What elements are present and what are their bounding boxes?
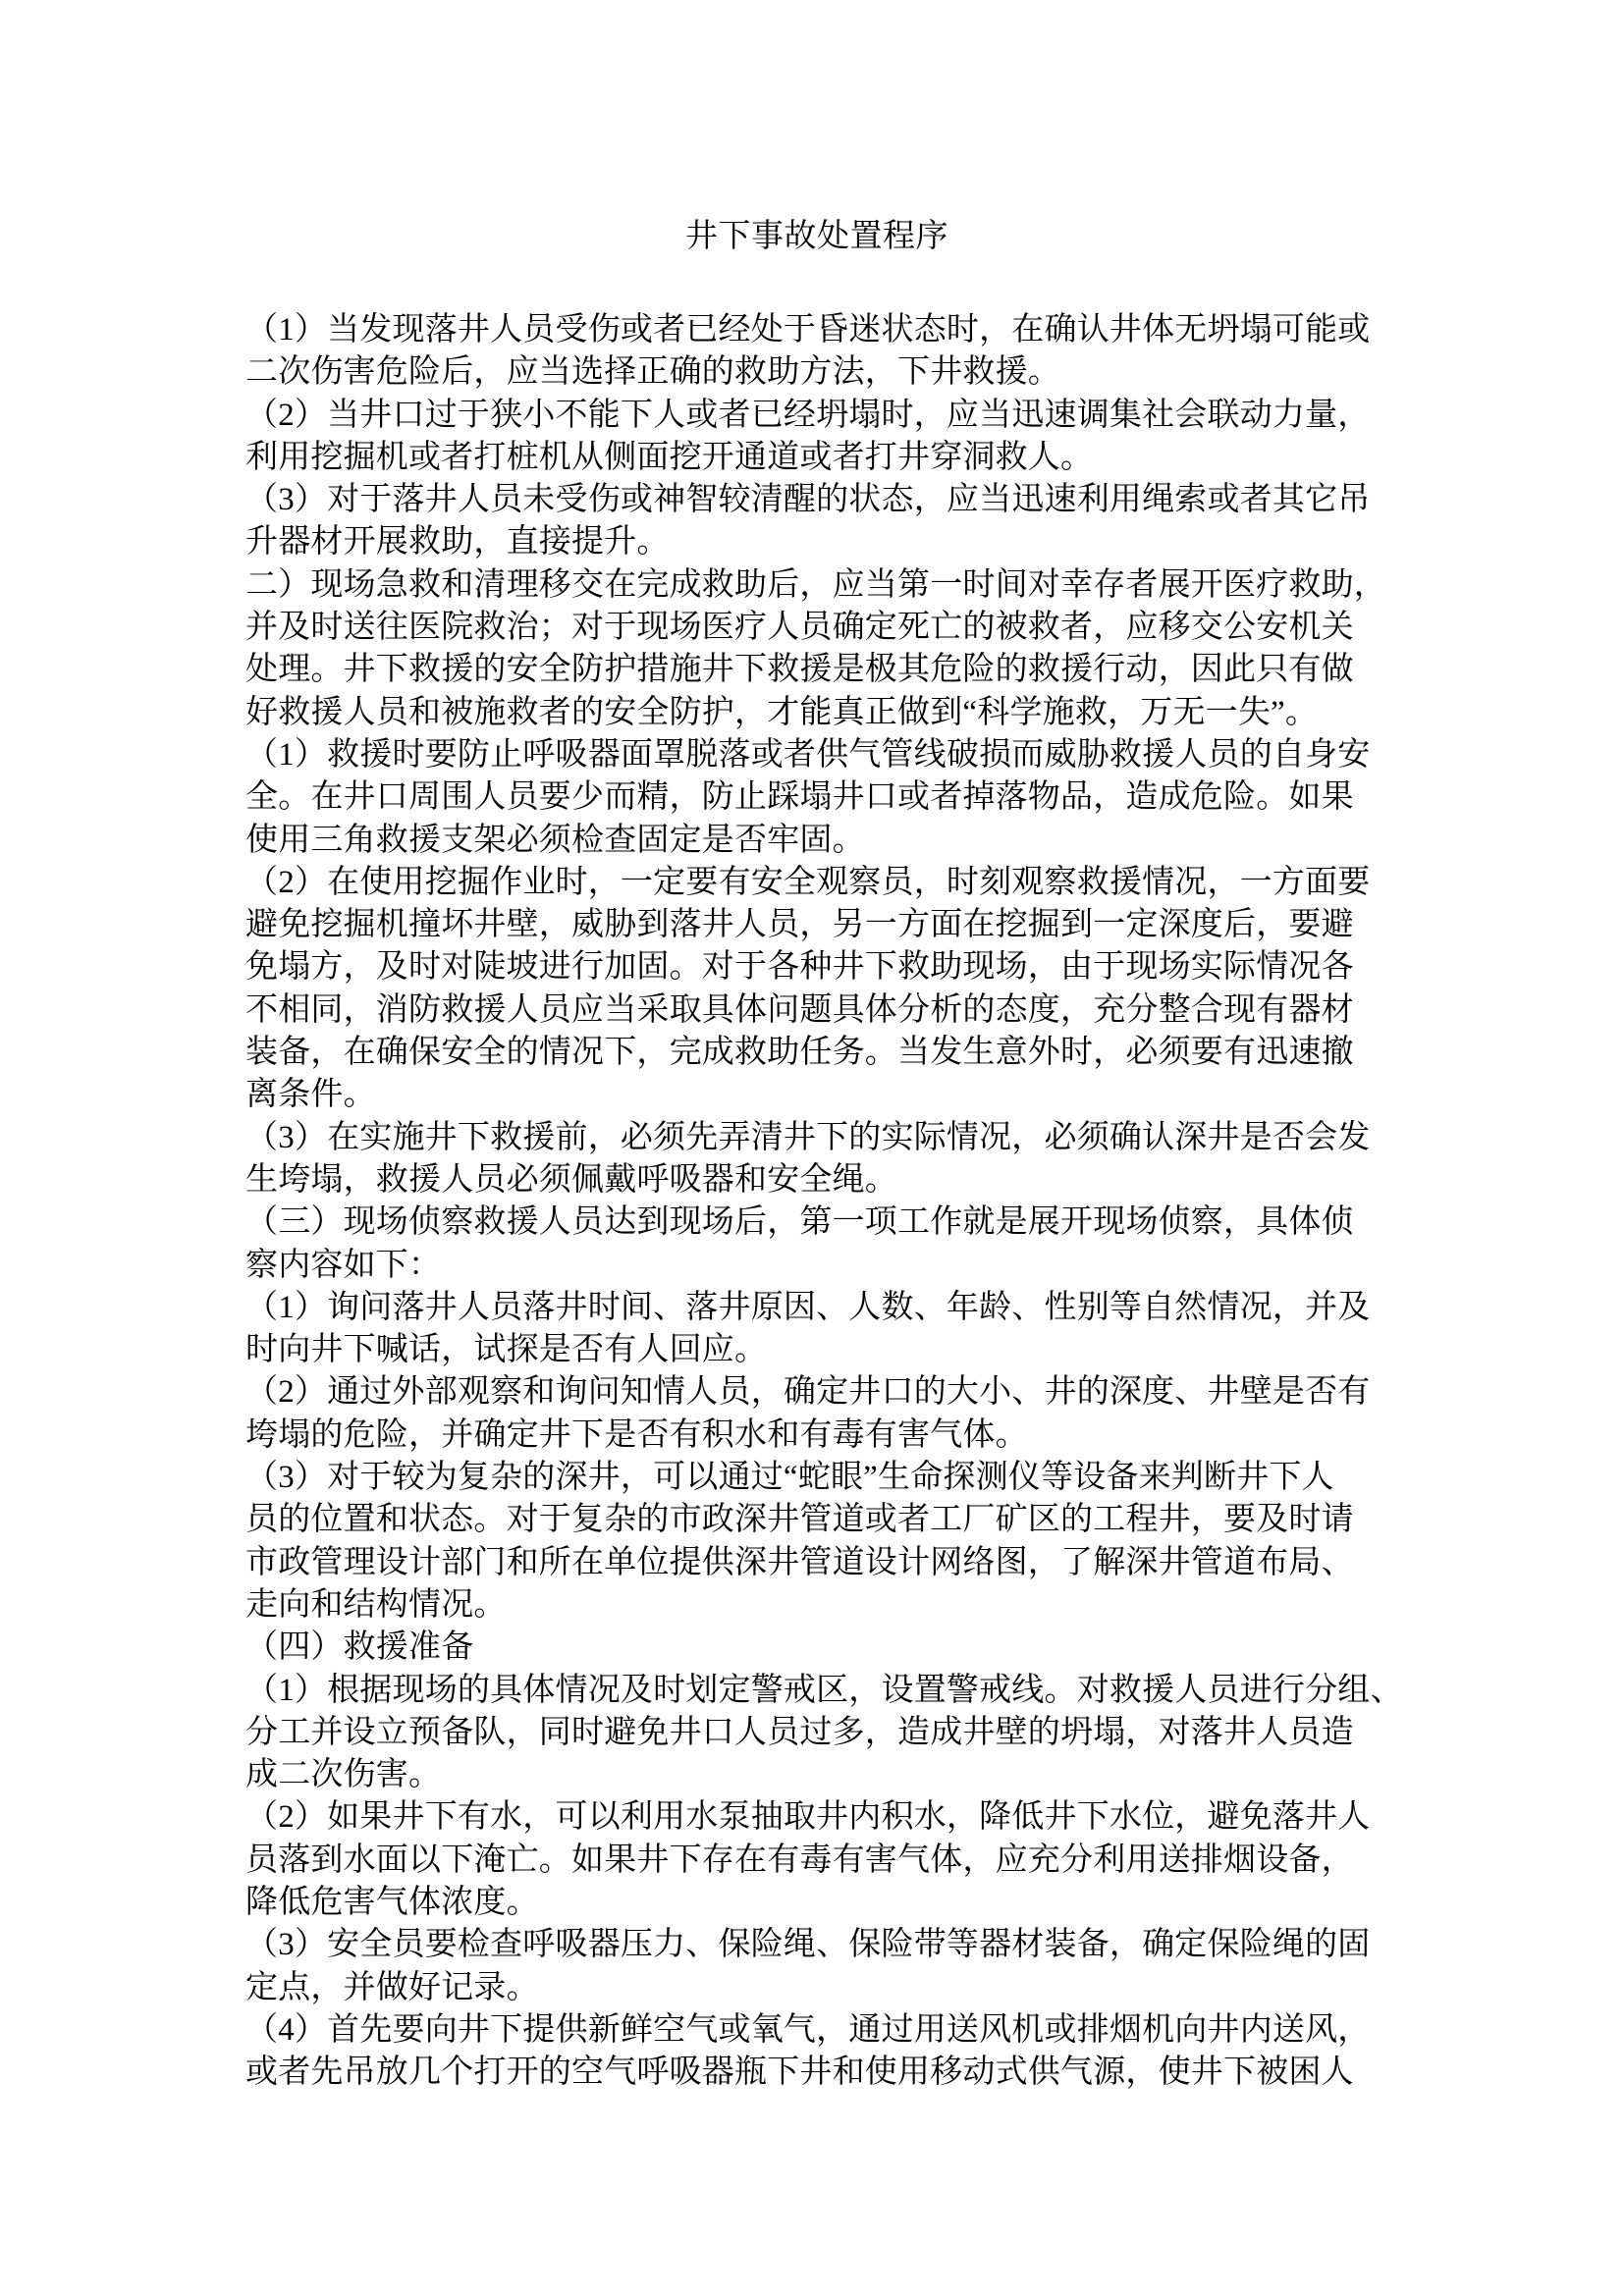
- text-line: 离条件。: [245, 1077, 376, 1113]
- text-line: 利用挖掘机或者打桩机从侧面挖开通道或者打井穿洞救人。: [245, 439, 1094, 475]
- text-line: （1）当发现落井人员受伤或者已经处于昏迷状态时，在确认井体无坍塌可能或: [245, 312, 1371, 347]
- text-line: （3）在实施井下救援前，必须先弄清井下的实际情况，必须确认深井是否会发: [245, 1119, 1371, 1155]
- text-line: 不相同，消防救援人员应当采取具体问题具体分析的态度，充分整合现有器材: [245, 991, 1354, 1028]
- text-line: 装备，在确保安全的情况下，完成救助任务。当发生意外时，必须要有迅速撤: [245, 1035, 1354, 1071]
- text-line: 使用三角救援支架必须检查固定是否牢固。: [245, 822, 865, 858]
- text-line: 全。在井口周围人员要少而精，防止踩塌井口或者掉落物品，造成危险。如果: [245, 779, 1354, 816]
- document-title: 井下事故处置程序: [685, 219, 948, 254]
- text-line: 二次伤害危险后，应当选择正确的救助方法，下井救援。: [245, 354, 1060, 391]
- text-line: 成二次伤害。: [245, 1757, 442, 1793]
- text-line: 员的位置和状态。对于复杂的市政深井管道或者工厂矿区的工程井，要及时请: [245, 1502, 1354, 1538]
- text-line: （3）对于落井人员未受伤或神智较清醒的状态，应当迅速利用绳索或者其它吊: [245, 482, 1371, 518]
- text-line: 好救援人员和被施救者的安全防护，才能真正做到“科学施救，万无一失”。: [245, 694, 1319, 730]
- text-line: 避免挖掘机撞坏井壁，威胁到落井人员，另一方面在挖掘到一定深度后，要避: [245, 907, 1354, 943]
- text-line: （2）当井口过于狭小不能下人或者已经坍塌时，应当迅速调集社会联动力量，: [245, 397, 1371, 433]
- text-line: 升器材开展救助，直接提升。: [245, 524, 670, 561]
- text-line: （2）在使用挖掘作业时，一定要有安全观察员，时刻观察救援情况，一方面要: [245, 864, 1371, 900]
- text-line: 免塌方，及时对陡坡进行加固。对于各种井下救助现场，由于现场实际情况各: [245, 949, 1354, 986]
- text-line: 市政管理设计部门和所在单位提供深井管道设计网络图，了解深井管道布局、: [245, 1544, 1354, 1580]
- text-line: 并及时送往医院救治；对于现场医疗人员确定死亡的被救者，应移交公安机关: [245, 610, 1354, 646]
- text-line: （2）如果井下有水，可以利用水泵抽取井内积水，降低井下水位，避免落井人: [245, 1799, 1371, 1836]
- text-line: 分工并设立预备队，同时避免井口人员过多，造成井壁的坍塌，对落井人员造: [245, 1714, 1354, 1750]
- text-line: （4）首先要向井下提供新鲜空气或氧气，通过用送风机或排烟机向井内送风，: [245, 2011, 1371, 2048]
- text-line: 降低危害气体浓度。: [245, 1884, 539, 1920]
- text-line: （三）现场侦察救援人员达到现场后，第一项工作就是展开现场侦察，具体侦: [245, 1204, 1354, 1241]
- document-body: [245, 309, 1403, 2094]
- text-line: 处理。井下救援的安全防护措施井下救援是极其危险的救援行动，因此只有做: [245, 652, 1354, 688]
- text-line: 时向井下喊话，试探是否有人回应。: [245, 1332, 768, 1368]
- text-line: （1）根据现场的具体情况及时划定警戒区，设置警戒线。对救援人员进行分组、: [245, 1672, 1403, 1708]
- text-line: 察内容如下：: [245, 1247, 442, 1283]
- text-line: 员落到水面以下淹亡。如果井下存在有毒有害气体，应充分利用送排烟设备，: [245, 1842, 1354, 1878]
- text-line: 生垮塌，救援人员必须佩戴呼吸器和安全绳。: [245, 1161, 897, 1198]
- text-line: （四）救援准备: [245, 1629, 474, 1666]
- text-line: （1）救援时要防止呼吸器面罩脱落或者供气管线破损而威胁救援人员的自身安: [245, 736, 1371, 773]
- text-line: 走向和结构情况。: [245, 1586, 507, 1623]
- text-line: 垮塌的危险，并确定井下是否有积水和有毒有害气体。: [245, 1416, 1028, 1453]
- text-line: （1）询问落井人员落井时间、落井原因、人数、年龄、性别等自然情况，并及: [245, 1289, 1371, 1325]
- text-line: 或者先吊放几个打开的空气呼吸器瓶下井和使用移动式供气源，使井下被困人: [245, 2055, 1354, 2091]
- text-line: （3）对于较为复杂的深井，可以通过“蛇眼”生命探测仪等设备来判断井下人: [245, 1460, 1334, 1496]
- text-line: （2）通过外部观察和询问知情人员，确定井口的大小、井的深度、井壁是否有: [245, 1374, 1371, 1411]
- text-line: 二）现场急救和清理移交在完成救助后，应当第一时间对幸存者展开医疗救助，: [245, 566, 1386, 603]
- text-line: （3）安全员要检查呼吸器压力、保险绳、保险带等器材装备，确定保险绳的固: [245, 1927, 1371, 1963]
- text-line: 定点，并做好记录。: [245, 1969, 539, 2005]
